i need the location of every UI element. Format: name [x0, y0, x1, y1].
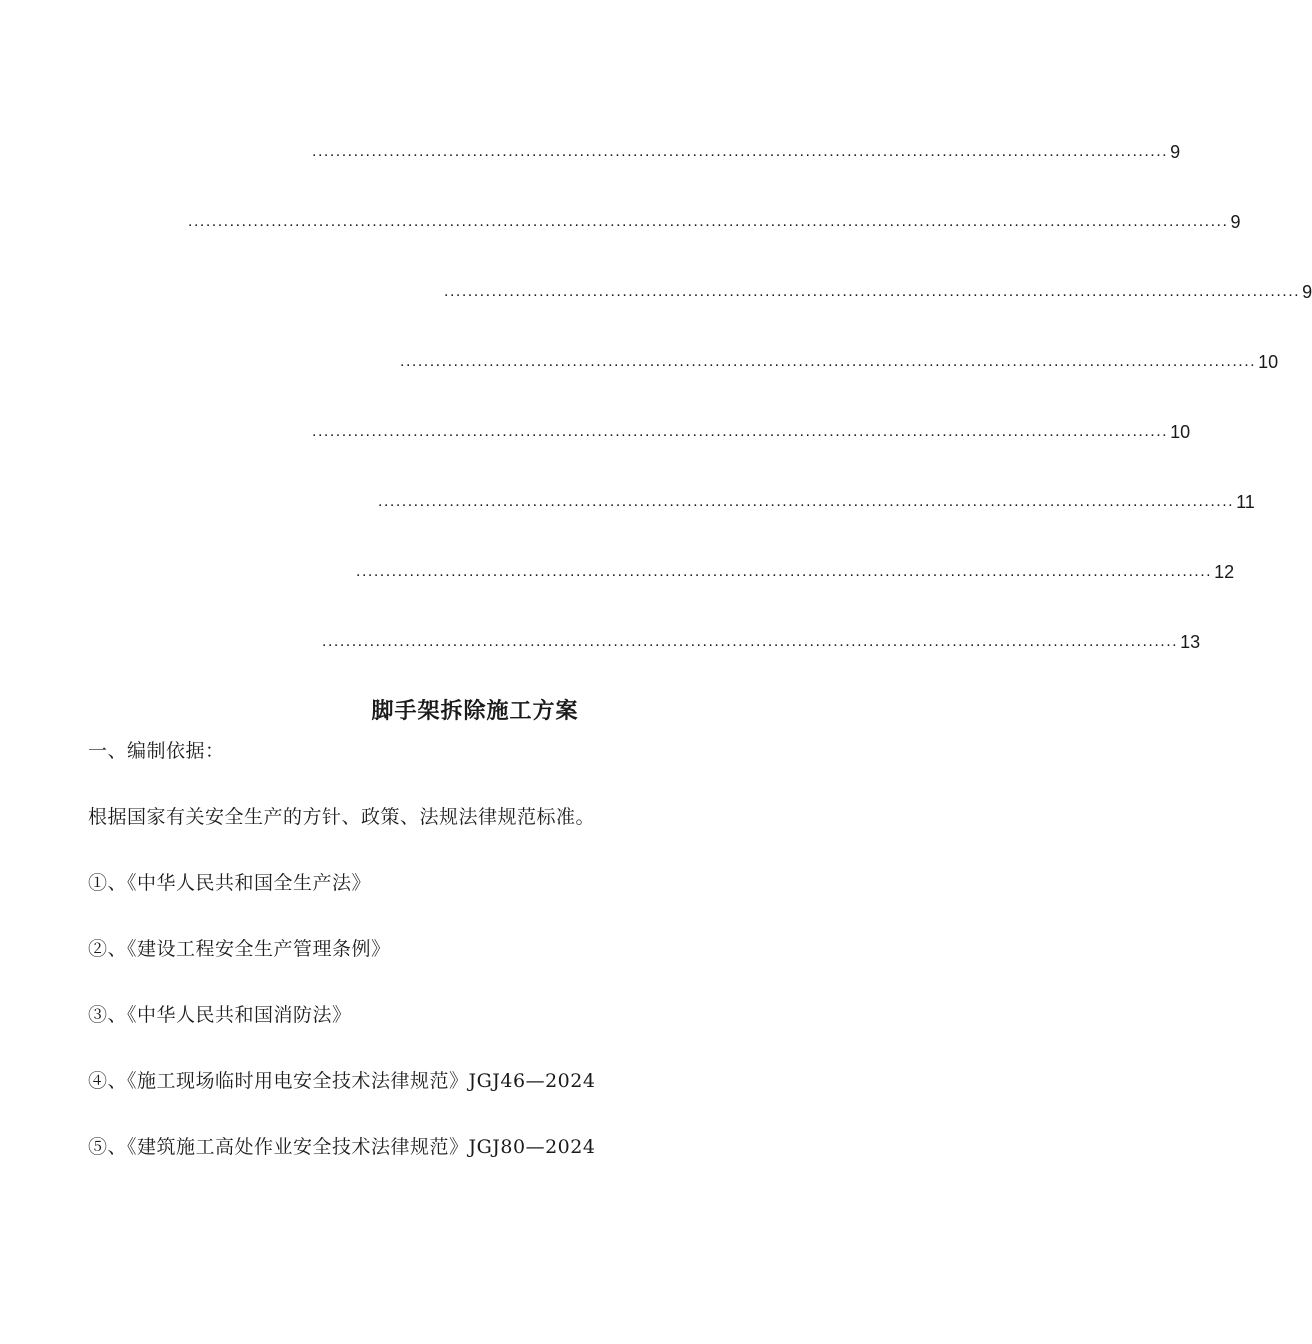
- toc-entry[interactable]: [322, 628, 1201, 652]
- toc-leader-dots: ...............................................................................................................................................................................: [188, 213, 1229, 230]
- toc-leader-dots: ................................................................................................................................................: [378, 493, 1235, 510]
- body-paragraph: 根据国家有关安全生产的方针、政策、法规法律规范标准。: [88, 806, 596, 828]
- toc-page-number: 10: [1170, 422, 1191, 442]
- toc-leader-dots: ................................................................................................................................................: [444, 283, 1301, 300]
- toc-entry[interactable]: [444, 278, 1312, 302]
- toc-page-number: 9: [1230, 212, 1241, 232]
- section-heading: 一、编制依据：: [88, 740, 225, 762]
- toc-page-number: 11: [1236, 492, 1255, 512]
- toc-leader-dots: ................................................................................................................................................: [312, 143, 1169, 160]
- toc-entry[interactable]: [356, 558, 1235, 582]
- toc-leader-dots: ................................................................................................................................................: [400, 353, 1257, 370]
- toc-entry[interactable]: [312, 418, 1191, 442]
- document-title: 脚手架拆除施工方案: [371, 699, 579, 724]
- regulation-item: ④、《施工现场临时用电安全技术法律规范》JGJ46—2024: [88, 1070, 596, 1092]
- toc-entry[interactable]: [312, 138, 1181, 162]
- toc-page-number: 10: [1258, 352, 1279, 372]
- toc-page-number: 12: [1214, 562, 1235, 582]
- toc-entry[interactable]: [400, 348, 1279, 372]
- toc-page-number: 9: [1302, 282, 1312, 302]
- regulation-item: ①、《中华人民共和国全生产法》: [88, 872, 372, 894]
- regulation-item: ②、《建设工程安全生产管理条例》: [88, 938, 391, 960]
- toc-entry[interactable]: [378, 488, 1255, 512]
- regulation-item: ⑤、《建筑施工高处作业安全技术法律规范》JGJ80—2024: [88, 1136, 596, 1158]
- toc-page-number: 9: [1170, 142, 1181, 162]
- regulation-item: ③、《中华人民共和国消防法》: [88, 1004, 352, 1026]
- toc-leader-dots: ................................................................................................................................................: [356, 563, 1213, 580]
- toc-leader-dots: ................................................................................................................................................: [322, 633, 1179, 650]
- toc-entry[interactable]: [188, 208, 1241, 232]
- toc-leader-dots: ................................................................................................................................................: [312, 423, 1169, 440]
- toc-page-number: 13: [1180, 632, 1201, 652]
